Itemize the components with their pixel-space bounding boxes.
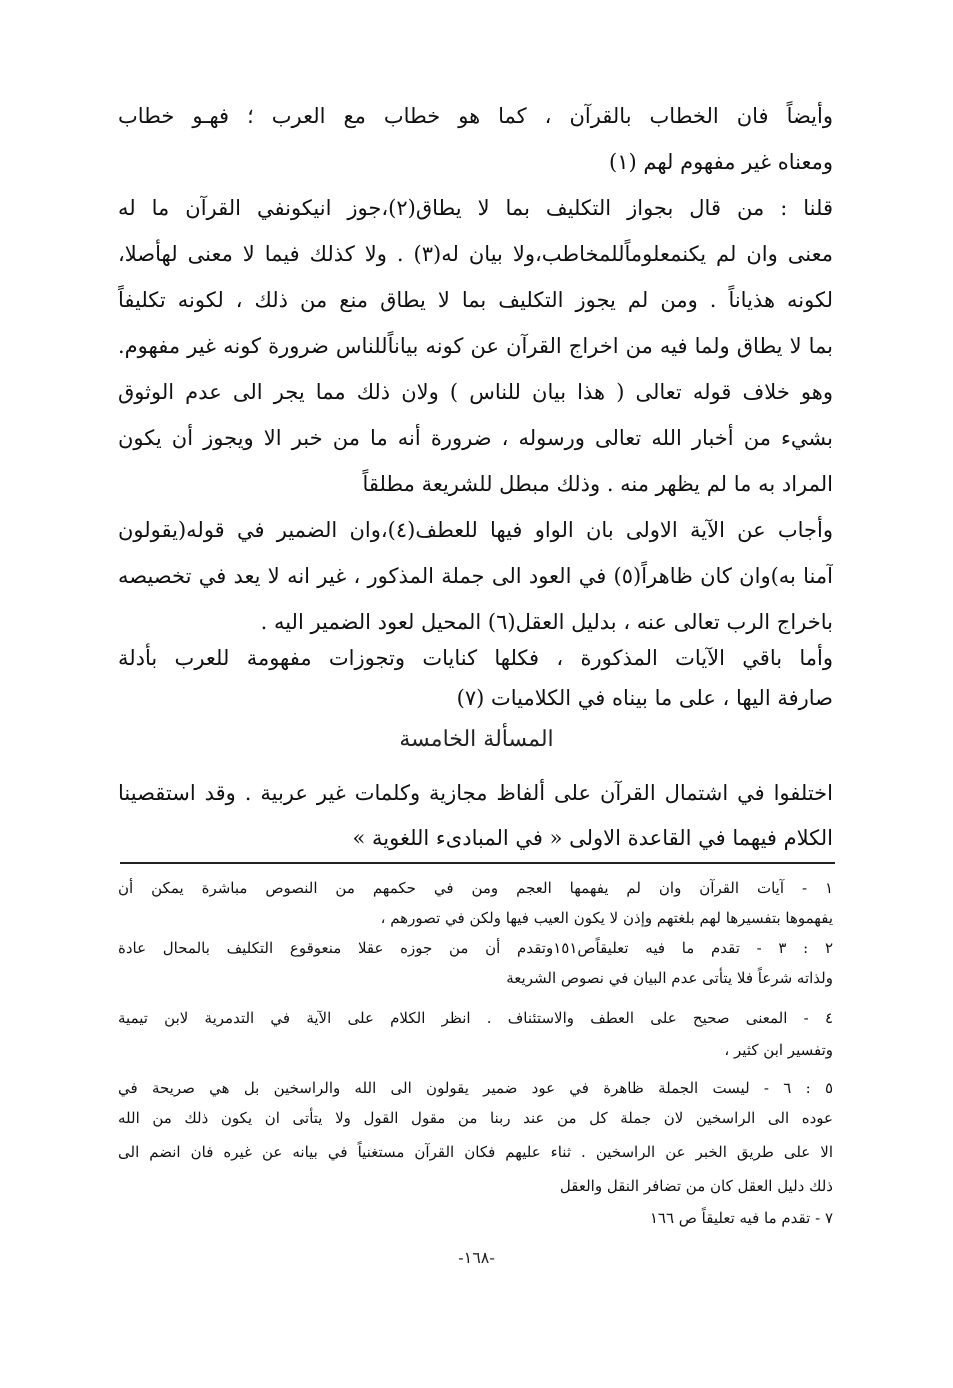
section-heading: المسألة الخامسة	[399, 727, 554, 752]
footnote-line: عوده الى الراسخين لان جملة كل من عند ربنا من مقول القول ولا يتأتى ان يكون ذلك من الله	[118, 1109, 833, 1127]
body-line: بشيء من أخبار الله تعالى ورسوله ، ضرورة أنه ما من خبر الا ويجوز أن يكون	[118, 426, 833, 450]
footnote-line: وتفسير ابن كثير ،	[724, 1041, 833, 1059]
body-line: معنى وان لم يكنمعلوماًللمخاطب،ولا بيان له(٣) . ولا كذلك فيما لا معنى لهأصلا،	[118, 242, 833, 266]
body-line: المراد به ما لم يظهر منه . وذلك مبطل للشريعة مطلقاً	[362, 472, 833, 496]
body-line: باخراج الرب تعالى عنه ، بدليل العقل(٦) المحيل لعود الضمير اليه .	[260, 610, 833, 634]
footnote-line: ١ - آيات القرآن وان لم يفهمها العجم ومن في حكمهم من النصوص مباشرة يمكن أن	[118, 879, 833, 897]
footnote-line: ٢ : ٣ - تقدم ما فيه تعليقاًص١٥١وتقدم أن من جوزه عقلا منعوقوع التكليف بالمحال عادة	[118, 939, 833, 957]
footnote-line: ذلك دليل العقل كان من تضافر النقل والعقل	[559, 1177, 833, 1195]
body-line: لكونه هذياناً . ومن لم يجوز التكليف بما لا يطاق منع من ذلك ، لكونه تكليفاً	[118, 288, 833, 312]
body-line: آمنا به)وان كان ظاهراً(٥) في العود الى جملة المذكور ، غير انه لا يعد في تخصيصه	[118, 564, 833, 588]
body-line: وأجاب عن الآية الاولى بان الواو فيها للعطف(٤)،وان الضمير في قوله(يقولون	[118, 518, 833, 542]
body-line: قلنا : من قال بجواز التكليف بما لا يطاق(٢)،جوز انيكونفي القرآن ما له	[118, 196, 833, 220]
body-line: وهو خلاف قوله تعالى ( هذا بيان للناس ) ولان ذلك مما يجر الى عدم الوثوق	[118, 380, 833, 404]
body-line: صارفة اليها ، على ما بيناه في الكلاميات (٧)	[456, 686, 833, 710]
footnote-divider	[120, 862, 835, 864]
footnote-line: ٤ - المعنى صحيح على العطف والاستئناف . انظر الكلام على الآية في التدمرية لابن تيمية	[118, 1009, 833, 1027]
page-number: -١٦٨-	[458, 1248, 495, 1267]
body-line: الكلام فيهما في القاعدة الاولى « في المبادىء اللغوية »	[352, 826, 833, 850]
body-line: وأما باقي الآيات المذكورة ، فكلها كنايات وتجوزات مفهومة للعرب بأدلة	[118, 646, 833, 670]
body-line: اختلفوا في اشتمال القرآن على ألفاظ مجازية وكلمات غير عربية . وقد استقصينا	[118, 781, 833, 805]
body-line: بما لا يطاق ولما فيه من اخراج القرآن عن كونه بياناًللناس ضرورة كونه غير مفهوم.	[118, 334, 833, 358]
footnote-line: ولذاته شرعاً فلا يتأتى عدم البيان في نصوص الشريعة	[506, 969, 833, 987]
footnote-line: يفهموها بتفسيرها لهم بلغتهم وإذن لا يكون العيب فيها ولكن في تصورهم ،	[380, 909, 833, 927]
footnote-line: ٥ : ٦ - ليست الجملة ظاهرة في عود ضمير يقولون الى الله والراسخين بل هي صريحة في	[118, 1079, 833, 1097]
body-line: ومعناه غير مفهوم لهم (١)	[609, 150, 833, 174]
footnote-line: الا على طريق الخبر عن الراسخين . ثناء عليهم فكان القرآن مستغنياً في بيانه عن غيره فان انضم الى	[118, 1143, 833, 1161]
body-line: وأيضاً فان الخطاب بالقرآن ، كما هو خطاب مع العرب ؛ فهـو خطاب	[118, 104, 833, 128]
footnote-line: ٧ - تقدم ما فيه تعليقاً ص ١٦٦	[649, 1209, 833, 1227]
